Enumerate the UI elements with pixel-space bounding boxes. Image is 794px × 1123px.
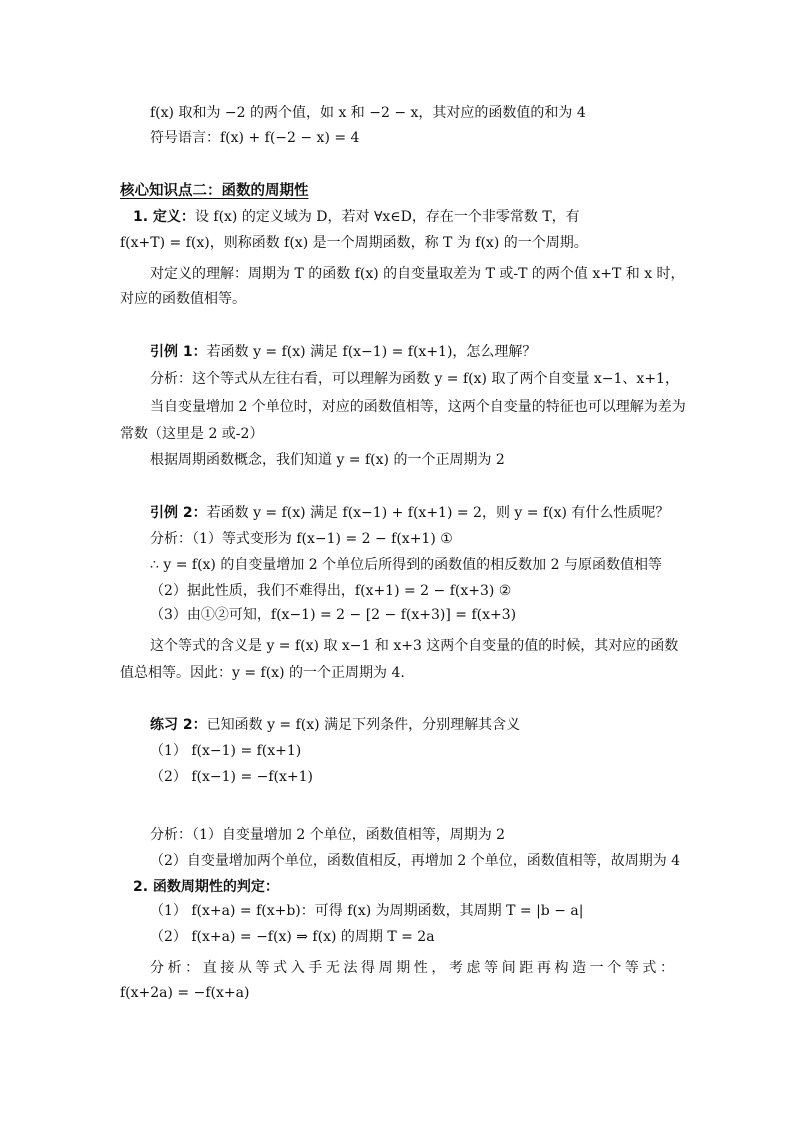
text-line: f(x) 取和为 −2 的两个值，如 x 和 −2 − x，其对应的函数值的和为 4 [150, 105, 586, 121]
text-line: 对定义的理解：周期为 T 的函数 f(x) 的自变量取差为 T 或-T 的两个值 x+T 和 x 时， [150, 266, 685, 282]
text-line: ∴ y = f(x) 的自变量增加 2 个单位后所得到的函数值的相反数加 2 与原函数值相等 [150, 557, 662, 573]
text-line: 对应的函数值相等。 [120, 291, 246, 307]
text-line: （1） f(x+a) = f(x+b)：可得 f(x) 为周期函数，其周期 T = |b − a| [150, 903, 584, 919]
text-line: 分析：（1）等式变形为 f(x−1) = 2 − f(x+1) ① [150, 531, 453, 547]
text-line: 分析：直接从等式入手无法得周期性，考虑等间距再构造一个等式： [150, 960, 674, 976]
text-line: （1） f(x−1) = f(x+1) [150, 743, 302, 759]
text-line: 分析：这个等式从左往右看，可以理解为函数 y = f(x) 取了两个自变量 x−1、x+1， [150, 371, 679, 387]
text-line: 分析：（1）自变量增加 2 个单位，函数值相等，周期为 2 [150, 827, 506, 843]
definition-text: 设 f(x) 的定义域为 D，若对 ∀x∈D，存在一个非零常数 T，有 [194, 209, 580, 225]
practice-label: 练习 2： [150, 717, 207, 733]
text-line: （2） f(x+a) = −f(x) ⇒ f(x) 的周期 T = 2a [150, 929, 435, 945]
text-line: 这个等式的含义是 y = f(x) 取 x−1 和 x+3 这两个自变量的值的时候，其对应的函数 [150, 638, 679, 654]
text-line: （3）由①②可知，f(x−1) = 2 − [2 − f(x+3)] = f(x+3) [150, 607, 517, 623]
text-line: 值总相等。因此：y = f(x) 的一个正周期为 4. [120, 665, 405, 681]
definition-label: 1. 定义： [133, 209, 195, 225]
example-2-title [150, 504, 669, 522]
text-line: 常数（这里是 2 或-2） [120, 426, 264, 442]
text-line: 根据周期函数概念，我们知道 y = f(x) 的一个正周期为 2 [150, 452, 505, 468]
example-text: 若函数 y = f(x) 满足 f(x−1) + f(x+1) = 2，则 y = f(x) 有什么性质呢？ [206, 505, 670, 521]
text-line: （2） f(x−1) = −f(x+1) [150, 769, 313, 785]
text-line: f(x+2a) = −f(x+a) [120, 985, 250, 1001]
definition-line [133, 208, 674, 226]
section-heading: 核心知识点二：函数的周期性 [120, 183, 309, 199]
text-line: f(x+T) = f(x)，则称函数 f(x) 是一个周期函数，称 T 为 f(x) 的一个周期。 [120, 235, 588, 251]
subsection-heading: 2. 函数周期性的判定： [133, 879, 279, 895]
text-line: 当自变量增加 2 个单位时，对应的函数值相等，这两个自变量的特征也可以理解为差为 [150, 399, 686, 415]
example-text: 若函数 y = f(x) 满足 f(x−1) = f(x+1)，怎么理解？ [206, 344, 537, 360]
example-label: 引例 2： [150, 505, 207, 521]
text-line: 符号语言：f(x) + f(−2 − x) = 4 [150, 130, 360, 146]
example-1-title [150, 343, 536, 361]
text-line: （2）自变量增加两个单位，函数值相反，再增加 2 个单位，函数值相等，故周期为 4 [150, 853, 681, 869]
practice-text: 已知函数 y = f(x) 满足下列条件，分别理解其含义 [206, 717, 521, 733]
example-label: 引例 1： [150, 344, 207, 360]
practice-2-title [150, 716, 520, 734]
text-line: （2）据此性质，我们不难得出，f(x+1) = 2 − f(x+3) ② [150, 583, 512, 599]
